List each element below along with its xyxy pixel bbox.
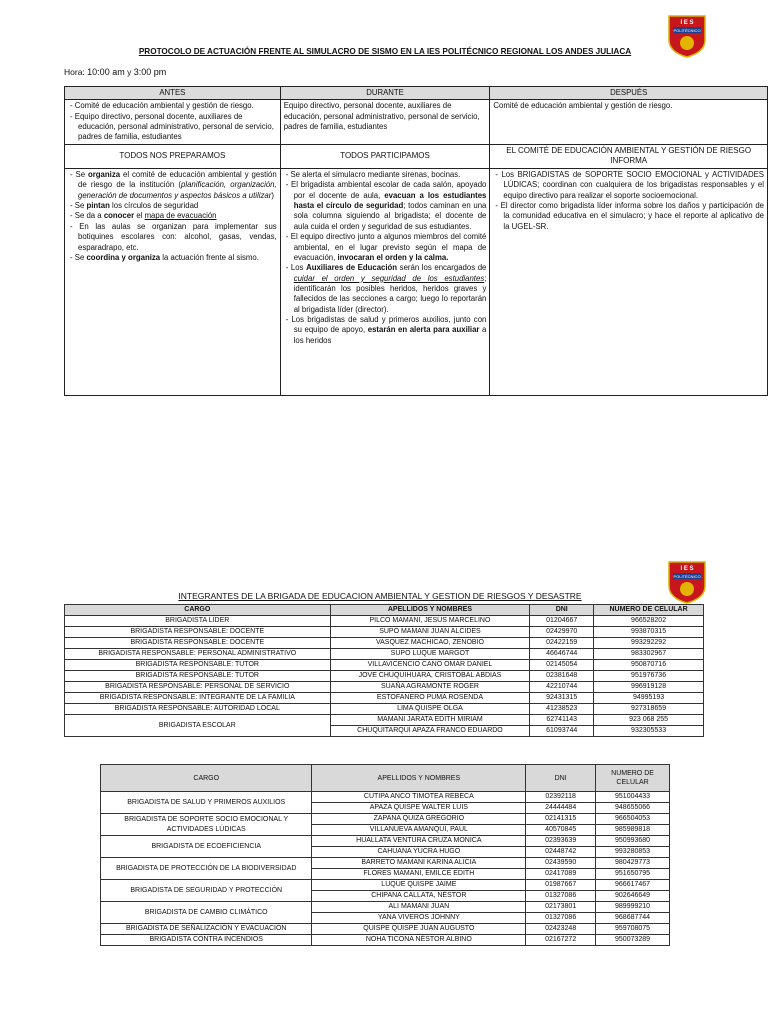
cargo-cell: BRIGADISTA RESPONSABLE: TUTOR <box>65 660 331 671</box>
col-dni: DNI <box>526 765 596 792</box>
part-item-1: - Se alerta el simulacro mediante sirenas, bocinas. <box>285 170 461 180</box>
protocol-detail-row <box>65 169 768 396</box>
cargo-cell: BRIGADISTA RESPONSABLE: PERSONAL DE SERVICIO <box>65 682 331 693</box>
celular-cell: 951004433 <box>596 792 670 803</box>
nombre-cell: NOHA TICONA NÉSTOR ALBINO <box>312 935 526 946</box>
inform-item: - Los BRIGADISTAS de SOPORTE SOCIO EMOCIONAL y ACTIVIDADES LÚDICAS; coordinan con cualquiera de los brigadistas responsables y el equipo directivo para realizar el soporte socioemocional. <box>495 170 764 200</box>
celular-cell: 966528202 <box>594 616 704 627</box>
header-antes: ANTES <box>65 87 281 100</box>
dni-cell: 02439590 <box>526 858 596 869</box>
nombre-cell: CAHUANA YUCRA HUGO <box>312 847 526 858</box>
nombre-cell: SUPO LUQUE MARGOT <box>330 649 530 660</box>
preparamos-cell <box>65 169 281 396</box>
cargo-cell: BRIGADISTA RESPONSABLE: DOCENTE <box>65 627 331 638</box>
antes-cell <box>65 100 281 144</box>
celular-cell: 932305533 <box>594 726 704 737</box>
dni-cell: 41238523 <box>530 704 594 715</box>
dni-cell: 02381648 <box>530 671 594 682</box>
cargo-cell: BRIGADISTA RESPONSABLE: INTEGRANTE DE LA FAMILIA <box>65 693 331 704</box>
dni-cell: 40570845 <box>526 825 596 836</box>
table-row <box>101 836 670 847</box>
dni-cell: 01204667 <box>530 616 594 627</box>
cargo-cell: BRIGADISTA DE SEÑALIZACIÓN Y EVACUACIÓN <box>101 924 312 935</box>
nombre-cell: CHUQUITARQUI APAZA FRANCO EDUARDO <box>330 726 530 737</box>
cargo-cell: BRIGADISTA ESCOLAR <box>65 715 331 737</box>
cargo-cell: BRIGADISTA DE SALUD Y PRIMEROS AUXILIOS <box>101 792 312 814</box>
dni-cell: 02429970 <box>530 627 594 638</box>
cargo-cell: BRIGADISTA CONTRA INCENDIOS <box>101 935 312 946</box>
nombre-cell: SUPO MAMANI JUAN ALCIDES <box>330 627 530 638</box>
participamos-cell <box>280 169 490 396</box>
cargo-cell: BRIGADISTA RESPONSABLE: AUTORIDAD LOCAL <box>65 704 331 715</box>
col-cargo: CARGO <box>101 765 312 792</box>
dni-cell: 02173801 <box>526 902 596 913</box>
nombre-cell: ESTOFANERO PUMA ROSENDA <box>330 693 530 704</box>
brigadistas-table <box>100 764 670 946</box>
brigada-table <box>64 604 704 737</box>
dni-cell: 92431315 <box>530 693 594 704</box>
durante-cell: Equipo directivo, personal docente, auxiliares de educación, personal administrativo, personal de servicio, padres de familia, estudiantes <box>280 100 490 144</box>
header-durante: DURANTE <box>280 87 490 100</box>
subheader-preparamos: TODOS NOS PREPARAMOS <box>65 144 281 168</box>
nombre-cell: CHIPANA CALLATA, NÉSTOR <box>312 891 526 902</box>
table-row <box>101 792 670 803</box>
table-row <box>101 935 670 946</box>
table-row <box>65 693 704 704</box>
part-item-5: - Los brigadistas de salud y primeros auxilios, junto con su equipo de apoyo, estarán en alerta para auxiliar a los heridos <box>285 315 487 345</box>
celular-cell: 950993680 <box>596 836 670 847</box>
brigadistas-header-row <box>101 765 670 792</box>
dni-cell: 24444484 <box>526 803 596 814</box>
dni-cell: 61093744 <box>530 726 594 737</box>
table-row <box>65 660 704 671</box>
table-row <box>65 704 704 715</box>
prep-item-5: - Se coordina y organiza la actuación frente al sismo. <box>70 252 259 262</box>
hora-second: 3:00 pm <box>133 67 167 77</box>
cargo-cell: BRIGADISTA RESPONSABLE: PERSONAL ADMINISTRATIVO <box>65 649 331 660</box>
cargo-cell: BRIGADISTA RESPONSABLE: DOCENTE <box>65 638 331 649</box>
celular-cell: 980429773 <box>596 858 670 869</box>
dni-cell: 46646744 <box>530 649 594 660</box>
dni-cell: 02423248 <box>526 924 596 935</box>
part-item-4: - Los Auxiliares de Educación serán los encargados de cuidar el orden y seguridad de los estudiantes; identificarán los posibles heridos, heridos graves y fallecidos de las secciones a cargo; luego lo reportarán al brigadista líder (director). <box>285 263 487 314</box>
cargo-cell: BRIGADISTA DE SEGURIDAD Y PROTECCIÓN <box>101 880 312 902</box>
table-row <box>101 858 670 869</box>
nombre-cell: HUALLATA VENTURA CRUZA MONICA <box>312 836 526 847</box>
table-row <box>65 649 704 660</box>
celular-cell: 948655066 <box>596 803 670 814</box>
nombre-cell: BARRETO MAMANI KARINA ALICIA <box>312 858 526 869</box>
nombre-cell: VILLANUEVA AMANQUI, PAUL <box>312 825 526 836</box>
dni-cell: 02417089 <box>526 869 596 880</box>
nombre-cell: SUAÑA AGRAMONTE ROGER <box>330 682 530 693</box>
col-nombres: APELLIDOS Y NOMBRES <box>312 765 526 792</box>
brigada-header-row <box>65 605 704 616</box>
dni-cell: 02167272 <box>526 935 596 946</box>
dni-cell: 01987667 <box>526 880 596 891</box>
table-row <box>65 715 704 726</box>
dni-cell: 01327086 <box>526 891 596 902</box>
dni-cell: 42210744 <box>530 682 594 693</box>
nombre-cell: QUISPE QUISPE JUAN AUGUSTO <box>312 924 526 935</box>
col-celular: NUMERO DE CELULAR <box>596 765 670 792</box>
nombre-cell: JOVE CHUQUIHUARA, CRISTOBAL ABDIAS <box>330 671 530 682</box>
protocol-actors-row <box>65 100 768 144</box>
table-row <box>101 880 670 891</box>
table-row <box>65 671 704 682</box>
celular-cell: 927318659 <box>594 704 704 715</box>
nombre-cell: PILCO MAMANI, JESÚS MARCELINO <box>330 616 530 627</box>
table-row <box>65 627 704 638</box>
dni-cell: 02392118 <box>526 792 596 803</box>
dni-cell: 02422159 <box>530 638 594 649</box>
cargo-cell: BRIGADISTA DE PROTECCIÓN DE LA BIODIVERSIDAD <box>101 858 312 880</box>
svg-text:I E S: I E S <box>680 20 694 26</box>
celular-cell: 985989818 <box>596 825 670 836</box>
celular-cell: 993870315 <box>594 627 704 638</box>
dni-cell: 02393639 <box>526 836 596 847</box>
cargo-cell: BRIGADISTA LIDER <box>65 616 331 627</box>
col-celular: NUMERO DE CELULAR <box>594 605 704 616</box>
col-dni: DNI <box>530 605 594 616</box>
prep-item-3: - Se da a conocer el mapa de evacuación <box>70 211 217 221</box>
dni-cell: 62741143 <box>530 715 594 726</box>
hora-label: Hora: <box>64 67 85 77</box>
prep-item-4: - En las aulas se organizan para implementar sus botiquines escolares con: alcohol, gasas, vendas, esparadrapo, etc. <box>70 221 277 252</box>
hora-first: 10:00 am <box>87 67 125 77</box>
svg-text:I E S: I E S <box>680 566 694 572</box>
dni-cell: 01327086 <box>526 913 596 924</box>
nombre-cell: YANA VIVEROS JOHNNY <box>312 913 526 924</box>
celular-cell: 950870716 <box>594 660 704 671</box>
protocol-table <box>64 86 768 396</box>
dni-cell: 02145054 <box>530 660 594 671</box>
table-row <box>65 638 704 649</box>
document-title: PROTOCOLO DE ACTUACIÓN FRENTE AL SIMULACRO DE SISMO EN LA IES POLITÉCNICO REGIONAL LOS ANDES JULIACA <box>138 47 632 56</box>
col-cargo: CARGO <box>65 605 331 616</box>
dni-cell: 02141315 <box>526 814 596 825</box>
table-row <box>101 902 670 913</box>
inform-item: - El director como brigadista líder informa sobre los daños y participación de la comunidad educativa en el simulacro; y hace el reporte al aplicativo de la UGEL-SR. <box>495 201 764 231</box>
nombre-cell: LIMA QUISPE OLGA <box>330 704 530 715</box>
celular-cell: 951976736 <box>594 671 704 682</box>
subheader-participamos: TODOS PARTICIPAMOS <box>280 144 490 168</box>
nombre-cell: APAZA QUISPE WALTER LUIS <box>312 803 526 814</box>
prep-item-2: - Se pintan los círculos de seguridad <box>70 201 199 211</box>
part-item-2: - El brigadista ambiental escolar de cada salón, apoyado por el docente de aula, evacuan a los estudiantes hasta el círculo de seguridad; todos caminan en una sola columna siguiendo al brigadista; el docente de aula cuida el orden y seguridad de sus estudiantes. <box>285 180 487 231</box>
part-item-3: - El equipo directivo junto a algunos miembros del comité ambiental, en el lugar previsto según el mapa de evacuación, invocaran el orden y la calma. <box>285 232 487 262</box>
dni-cell: 02448742 <box>526 847 596 858</box>
cargo-cell: BRIGADISTA RESPONSABLE: TUTOR <box>65 671 331 682</box>
col-nombres: APELLIDOS Y NOMBRES <box>330 605 530 616</box>
header-despues: DESPUÉS <box>490 87 768 100</box>
despues-cell: Comité de educación ambiental y gestión de riesgo. <box>490 100 768 144</box>
cargo-cell: BRIGADISTA DE ECOEFICIENCIA <box>101 836 312 858</box>
nombre-cell: CUTIPA ANCO TIMOTEA REBECA <box>312 792 526 803</box>
nombre-cell: VASQUEZ MACHICAO, ZENOBIO <box>330 638 530 649</box>
celular-cell: 968687744 <box>596 913 670 924</box>
nombre-cell: MAMANI JARATA EDITH MIRIAM <box>330 715 530 726</box>
cargo-cell: BRIGADISTA DE SOPORTE SOCIO EMOCIONAL Y ACTIVIDADES LÚDICAS <box>101 814 312 836</box>
celular-cell: 951650795 <box>596 869 670 880</box>
celular-cell: 902646649 <box>596 891 670 902</box>
celular-cell: 94995193 <box>594 693 704 704</box>
nombre-cell: LUQUE QUISPE JAIME <box>312 880 526 891</box>
protocol-header-row <box>65 87 768 100</box>
table-row <box>65 616 704 627</box>
celular-cell: 966504053 <box>596 814 670 825</box>
nombre-cell: VILLAVICENCIO CANO OMAR DANIEL <box>330 660 530 671</box>
celular-cell: 966617467 <box>596 880 670 891</box>
antes-item: - Comité de educación ambiental y gestión de riesgo. <box>70 101 254 111</box>
informa-cell <box>490 169 768 396</box>
celular-cell: 959708075 <box>596 924 670 935</box>
hora-and: y <box>127 67 132 77</box>
svg-text:POLITÉCNICO: POLITÉCNICO <box>673 28 701 33</box>
celular-cell: 996919128 <box>594 682 704 693</box>
schedule-line <box>64 67 166 77</box>
subheader-comite: EL COMITÉ DE EDUCACIÓN AMBIENTAL Y GESTIÓN DE RIESGO INFORMA <box>490 144 768 168</box>
brigada-title: INTEGRANTES DE LA BRIGADA DE EDUCACION AMBIENTAL Y GESTION DE RIESGOS Y DESASTRE <box>178 591 582 601</box>
prep-item-1: - Se organiza el comité de educación ambiental y gestión de riesgo de la institución (planificación, organización, generación de documentos y aspectos básicos a utilizar) <box>70 170 277 200</box>
table-row <box>101 924 670 935</box>
celular-cell: 989999210 <box>596 902 670 913</box>
protocol-subheader-row <box>65 144 768 168</box>
celular-cell: 950073289 <box>596 935 670 946</box>
cargo-cell: BRIGADISTA DE CAMBIO CLIMÁTICO <box>101 902 312 924</box>
svg-text:POLITÉCNICO: POLITÉCNICO <box>673 574 701 579</box>
celular-cell: 993280853 <box>596 847 670 858</box>
table-row <box>101 814 670 825</box>
nombre-cell: ALI MAMANI JUAN <box>312 902 526 913</box>
table-row <box>65 682 704 693</box>
nombre-cell: FLORES MAMANI, EMILCE EDITH <box>312 869 526 880</box>
nombre-cell: ZAPANA QUIZA GREGORIO <box>312 814 526 825</box>
celular-cell: 993292292 <box>594 638 704 649</box>
celular-cell: 983302967 <box>594 649 704 660</box>
antes-item: - Equipo directivo, personal docente, auxiliares de educación, personal administrativo, personal de servicio, padres de familia, estudiantes <box>70 111 274 142</box>
celular-cell: 923 068 255 <box>594 715 704 726</box>
